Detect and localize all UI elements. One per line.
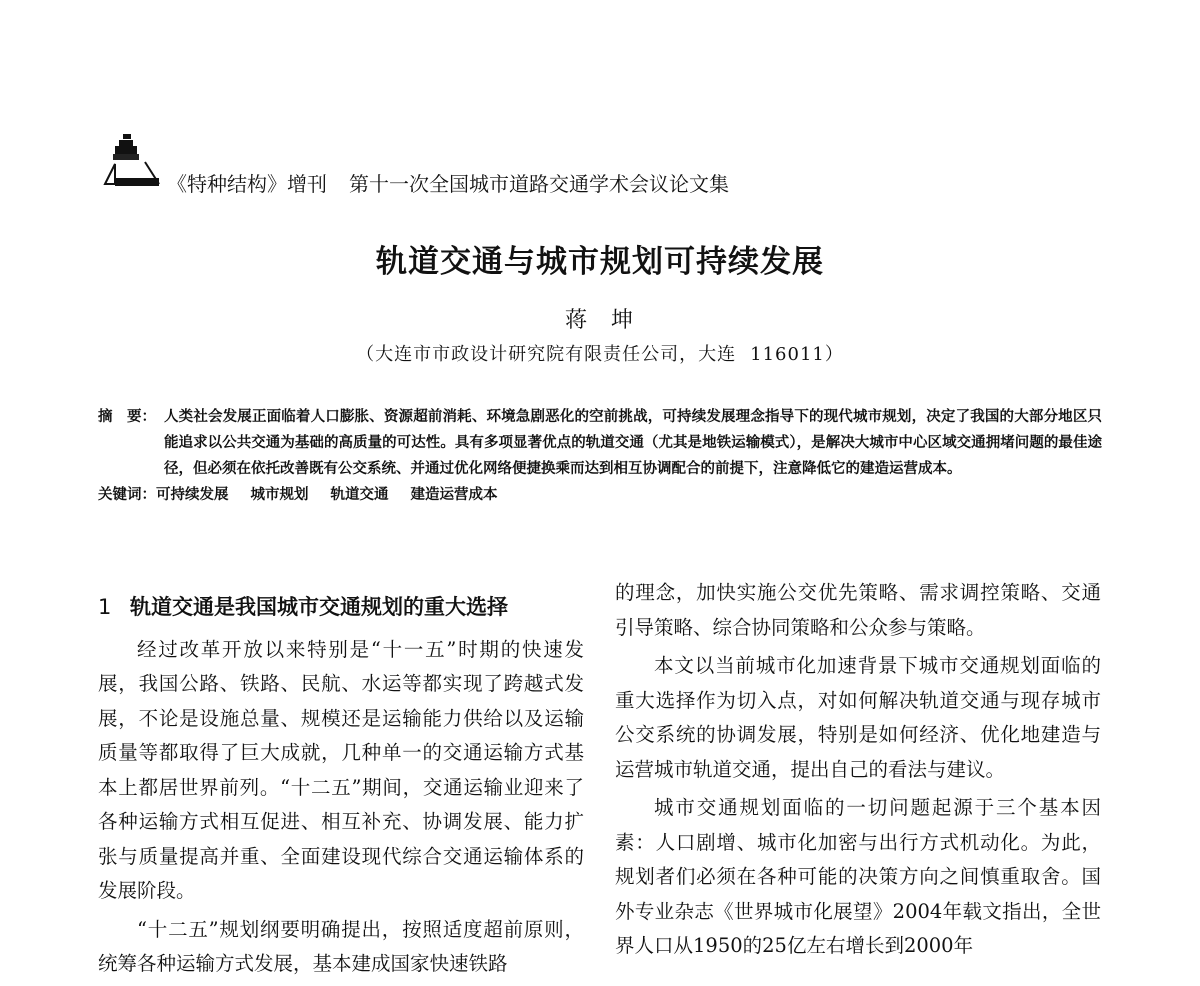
affiliation (0, 340, 1200, 366)
keywords-row (98, 482, 1102, 508)
body-column-right (615, 576, 1101, 968)
abstract-label: 摘 要： (98, 408, 156, 425)
keyword: 可持续发展 (156, 486, 229, 503)
keyword: 轨道交通 (330, 486, 389, 503)
body-paragraph: 本文以当前城市化加速背景下城市交通规划面临的重大选择作为切入点，对如何解决轨道交通与现存城市公交系统的协调发展，特别是如何经济、优化地建造与运营城市轨道交通，提出自己的看法与建议。 (615, 654, 1101, 781)
postal-code: 116011） (750, 344, 844, 365)
abstract-text: 人类社会发展正面临着人口膨胀、资源超前消耗、环境急剧恶化的空前挑战，可持续发展理念指导下的现代城市规划，决定了我国的大部分地区只能追求以公共交通为基础的高质量的可达性。具有多项显著优点的轨道交通（尤其是地铁运输模式），是解决大城市中心区域交通拥堵问题的最佳途径，但必须在依托改善既有公交系统、并通过优化网络便捷换乘而达到相互协调配合的前提下，注意降低它的建造运营成本。 (164, 408, 1102, 477)
keyword: 建造运营成本 (410, 486, 498, 503)
keyword: 城市规划 (250, 486, 309, 503)
header-text (167, 168, 729, 197)
author (0, 303, 1200, 334)
keywords-label: 关键词： (98, 486, 156, 503)
book-stack-icon (101, 128, 165, 192)
paper-title: 轨道交通与城市规划可持续发展 (376, 244, 824, 280)
journal-header (101, 128, 1001, 196)
conference-name: 第十一次全国城市道路交通学术会议论文集 (349, 172, 729, 196)
journal-name: 《特种结构》增刊 (167, 172, 327, 196)
author-given-name: 坤 (611, 308, 636, 333)
affiliation-name: （大连市市政设计研究院有限责任公司，大连 (356, 344, 737, 365)
body-paragraph: 经过改革开放以来特别是“十一五”时期的快速发展，我国公路、铁路、民航、水运等都实现了跨越式发展，不论是设施总量、规模还是运输能力供给以及运输质量等都取得了巨大成就，几种单一的交通运输方式基本上都居世界前列。“十二五”期间，交通运输业迎来了各种运输方式相互促进、相互补充、协调发展、能力扩张与质量提高并重、全面建设现代综合交通运输体系的发展阶段。 (98, 637, 584, 902)
body-column-left (98, 576, 584, 986)
abstract-block (98, 404, 1102, 508)
section-title: 轨道交通是我国城市交通规划的重大选择 (130, 595, 508, 619)
author-family-name: 蒋 (564, 308, 589, 333)
section-number: 1 (98, 595, 112, 619)
body-paragraph: “十二五”规划纲要明确提出，按照适度超前原则，统筹各种运输方式发展，基本建成国家快速铁路 (98, 917, 584, 975)
body-paragraph: 城市交通规划面临的一切问题起源于三个基本因素：人口剧增、城市化加密与出行方式机动化。为此，规划者们必须在各种可能的决策方向之间慎重取舍。国外专业杂志《世界城市化展望》2004年载文指出，全世界人口从1950的25亿左右增长到2000年 (615, 796, 1101, 957)
section-heading (98, 590, 584, 625)
body-paragraph-continued: 的理念，加快实施公交优先策略、需求调控策略、交通引导策略、综合协同策略和公众参与策略。 (615, 581, 1101, 639)
